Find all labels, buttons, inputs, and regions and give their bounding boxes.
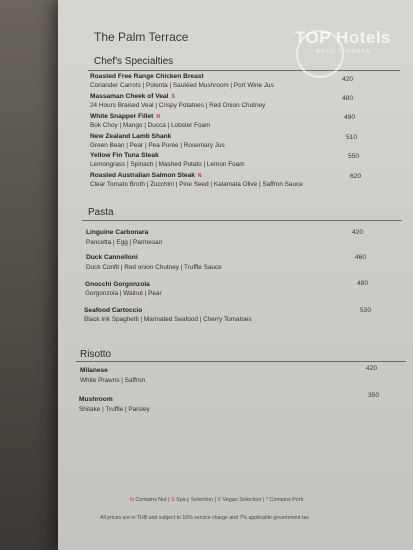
item-description: Gorgonzola | Walnut | Pear — [85, 290, 162, 297]
nut-mark: N — [130, 497, 134, 503]
legend-nut: Contains Nut — [135, 497, 167, 503]
section-divider — [82, 220, 402, 221]
item-description: Black Ink Spaghetti | Marinated Seafood | Cherry Tomatoes — [84, 316, 252, 323]
item-price: 530 — [360, 307, 372, 314]
dietary-legend: N Contains Nut | S Spicy Selection | V Vegan Selection | * Contains Pork — [130, 497, 304, 503]
watermark-subtitle: ФОТО ТУРИСТА — [315, 49, 371, 55]
item-name: Linguine Carbonara — [86, 229, 149, 236]
legend-vegan: V Vegan Selection — [217, 497, 262, 503]
item-name: Mushroom — [79, 396, 113, 403]
watermark-ring-icon — [296, 30, 344, 78]
section-title-pasta: Pasta — [88, 207, 114, 218]
item-price: 420 — [366, 365, 378, 372]
item-description: Clear Tomato Broth | Zucchini | Pine Seed | Kalamata Olive | Saffron Sauce — [90, 181, 303, 188]
item-description: Shitake | Truffle | Parsley — [79, 406, 150, 413]
item-price: 490 — [344, 114, 356, 121]
item-description: Duck Confit | Red onion Chutney | Truffle Sauce — [86, 264, 222, 271]
watermark-logo: TOP Hotels — [294, 28, 391, 47]
item-price: 550 — [348, 153, 360, 160]
menu-title: The Palm Terrace — [94, 30, 189, 44]
item-price: 480 — [357, 280, 369, 287]
item-price: 350 — [368, 392, 380, 399]
nut-tag: N — [156, 114, 161, 120]
item-price: 420 — [342, 76, 354, 83]
item-name: New Zealand Lamb Shank — [90, 133, 172, 140]
item-name: Yellow Fin Tuna Steak — [90, 152, 159, 159]
item-name: Seafood Cartoccio — [84, 307, 143, 314]
item-name: Milanese — [80, 367, 108, 374]
section-title-chefs: Chef's Specialties — [94, 56, 174, 67]
item-price: 480 — [342, 95, 354, 102]
item-description: Bok Choy | Mango | Ducca | Lobster Foam — [90, 122, 211, 129]
spicy-tag: S — [171, 94, 175, 100]
section-title-risotto: Risotto — [80, 349, 112, 360]
item-name: Duck Cannelloni — [86, 254, 138, 261]
legend-spicy: Spicy Selection — [176, 497, 213, 503]
item-price: 420 — [352, 229, 364, 236]
item-name: Gnocchi Gorgonzola — [85, 281, 150, 288]
item-description: 24 Hours Braised Veal | Crispy Potatoes | Red Onion Chutney — [90, 102, 266, 109]
item-name: Roasted Australian Salmon Steak — [90, 172, 195, 179]
item-name: Roasted Free Range Chicken Breast — [90, 73, 204, 80]
section-divider — [76, 361, 406, 362]
spicy-mark: S — [170, 497, 175, 503]
item-price: 460 — [355, 254, 367, 261]
item-description: Pancetta | Egg | Parmesan — [86, 239, 163, 246]
tophotels-watermark — [288, 28, 398, 84]
item-description: Coriander Carrots | Polenta | Sautéed Mushroom | Port Wine Jus — [90, 82, 274, 89]
item-description: White Prawns | Saffron — [80, 377, 146, 384]
item-description: Green Bean | Pear | Pea Purée | Rosemary Jus — [90, 142, 225, 149]
item-description: Lemongrass | Spinach | Mashed Potato | Lemon Foam — [90, 161, 245, 168]
item-name: White Snapper Fillet — [90, 113, 154, 120]
nut-tag: N — [197, 173, 202, 179]
item-price: 510 — [346, 134, 358, 141]
item-name: Massaman Cheek of Veal — [90, 93, 169, 100]
legend-pork: * Contains Pork — [265, 497, 304, 503]
item-price: 620 — [350, 173, 362, 180]
price-footer: All prices are in THB and subject to 10% service charge and 7% applicable government tax — [100, 515, 309, 521]
